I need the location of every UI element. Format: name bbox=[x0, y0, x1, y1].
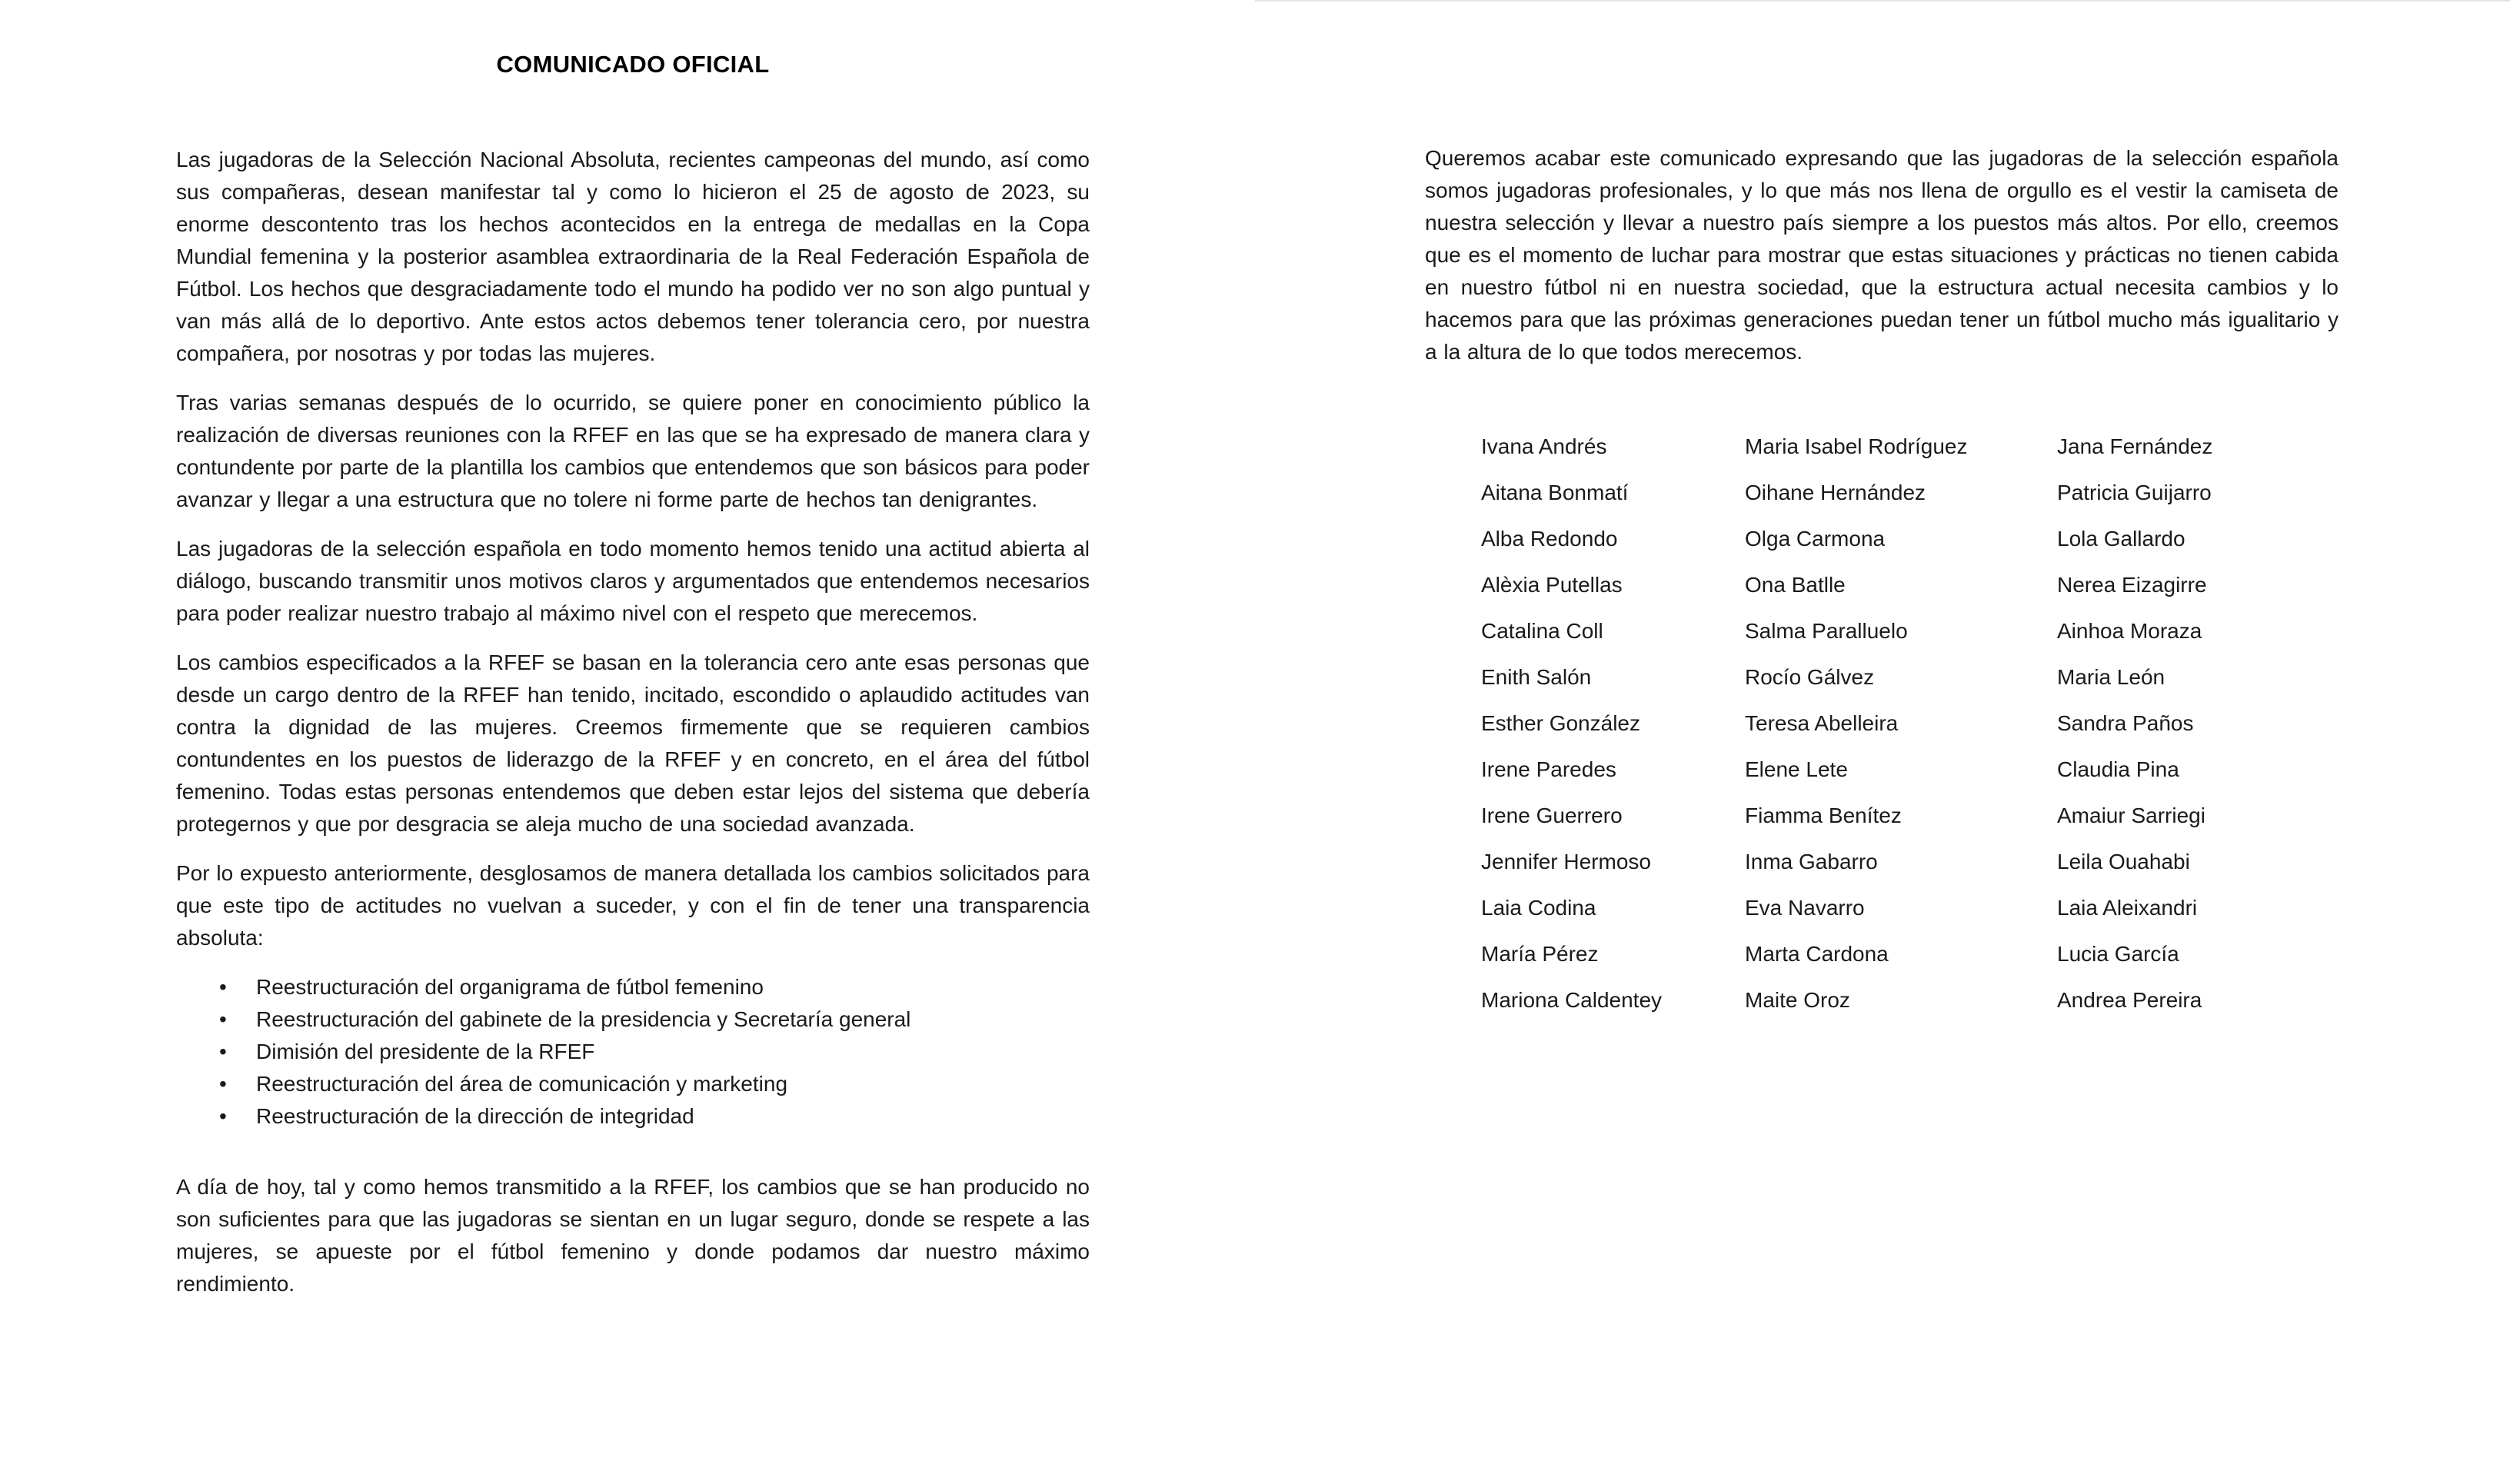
signatories-grid bbox=[1481, 424, 2339, 1023]
signatory-name: Leila Ouahabi bbox=[2057, 850, 2190, 873]
signatory-name: María Pérez bbox=[1481, 942, 1599, 966]
page-title: COMUNICADO OFICIAL bbox=[496, 51, 770, 78]
signatory-name: Oihane Hernández bbox=[1745, 481, 1926, 504]
signatory-name: Irene Paredes bbox=[1481, 757, 1616, 781]
signatory-name: Eva Navarro bbox=[1745, 896, 1865, 920]
signatory-name: Ona Batlle bbox=[1745, 573, 1846, 597]
signatory-name: Salma Paralluelo bbox=[1745, 619, 1908, 643]
signatory-name: Inma Gabarro bbox=[1745, 850, 1878, 873]
signatory-name: Lola Gallardo bbox=[2057, 527, 2185, 551]
signatory-name: Ivana Andrés bbox=[1481, 434, 1607, 458]
signatory-name: Rocío Gálvez bbox=[1745, 665, 1875, 689]
signatory-name: Sandra Paños bbox=[2057, 711, 2194, 735]
bullet-item-label: Reestructuración del organigrama de fútbol femenino bbox=[256, 975, 764, 999]
bullet-icon: • bbox=[219, 975, 227, 999]
signatory-name: Jana Fernández bbox=[2057, 434, 2213, 458]
bullet-item-label: Dimisión del presidente de la RFEF bbox=[256, 1040, 595, 1063]
signatory-name: Amaiur Sarriegi bbox=[2057, 804, 2205, 827]
signatory-name: Patricia Guijarro bbox=[2057, 481, 2212, 504]
signatory-name: Mariona Caldentey bbox=[1481, 988, 1663, 1012]
paragraph-3: Las jugadoras de la selección española en todo momento hemos tenido una actitud abierta al diálogo, buscando transmitir unos motivos claros y argumentados que entendemos necesarios para poder realizar nuestro trabajo al máximo nivel con el respeto que merecemos. bbox=[176, 537, 1090, 625]
bullet-item-label: Reestructuración del gabinete de la presidencia y Secretaría general bbox=[256, 1007, 911, 1031]
signatory-name: Nerea Eizagirre bbox=[2057, 573, 2207, 597]
bullet-icon: • bbox=[219, 1104, 227, 1128]
signatory-name: Laia Aleixandri bbox=[2057, 896, 2198, 920]
right-column bbox=[1425, 142, 2339, 1023]
signatory-name: Jennifer Hermoso bbox=[1481, 850, 1651, 873]
paragraph-5: Por lo expuesto anteriormente, desglosamos de manera detallada los cambios solicitados para que este tipo de actitudes no vuelvan a suceder, y con el fin de tener una transparencia absoluta: bbox=[176, 861, 1090, 950]
paragraph-final-statement: Queremos acabar este comunicado expresando que las jugadoras de la selección española somos jugadoras profesionales, y lo que más nos llena de orgullo es el vestir la camiseta de nuestra selección y llevar a nuestro país siempre a los puestos más altos. Por ello, creemos que es el momento de luchar para mostrar que estas situaciones y prácticas no tienen cabida en nuestro fútbol ni en nuestra sociedad, que la estructura actual necesita cambios y lo hacemos para que las próximas generaciones puedan tener un fútbol mucho más igualitario y a la altura de lo que todos merecemos. bbox=[1425, 146, 2339, 364]
signatory-name: Claudia Pina bbox=[2057, 757, 2179, 781]
signatory-name: Catalina Coll bbox=[1481, 619, 1603, 643]
left-column bbox=[176, 51, 1090, 1300]
bullet-icon: • bbox=[219, 1072, 227, 1096]
bullet-icon: • bbox=[219, 1040, 227, 1063]
signatory-name: Elene Lete bbox=[1745, 757, 1848, 781]
closing-paragraph: A día de hoy, tal y como hemos transmitido a la RFEF, los cambios que se han producido no son suficientes para que las jugadoras se sientan en un lugar seguro, donde se respete a las mujeres, se apueste por el fútbol femenino y donde podamos dar nuestro máximo rendimiento. bbox=[176, 1175, 1090, 1296]
paragraph-2: Tras varias semanas después de lo ocurrido, se quiere poner en conocimiento público la realización de diversas reuniones con la RFEF en las que se ha expresado de manera clara y contundente por parte de la plantilla los cambios que entendemos que son básicos para poder avanzar y llegar a una estructura que no tolere ni forme parte de hechos tan denigrantes. bbox=[176, 391, 1090, 511]
demands-bullet-list bbox=[176, 971, 1090, 1133]
bullet-item-label: Reestructuración del área de comunicación y marketing bbox=[256, 1072, 788, 1096]
signatory-name: Andrea Pereira bbox=[2057, 988, 2202, 1012]
signatory-name: Maria León bbox=[2057, 665, 2165, 689]
bullet-icon: • bbox=[219, 1007, 227, 1031]
signatory-name: Laia Codina bbox=[1481, 896, 1596, 920]
signatory-name: Irene Guerrero bbox=[1481, 804, 1623, 827]
bullet-item bbox=[176, 1100, 1090, 1133]
signatory-name: Enith Salón bbox=[1481, 665, 1592, 689]
paragraph-1: Las jugadoras de la Selección Nacional Absoluta, recientes campeonas del mundo, así como sus compañeras, desean manifestar tal y como lo hicieron el 25 de agosto de 2023, su enorme descontento tras los hechos acontecidos en la entrega de medallas en la Copa Mundial femenina y la posterior asamblea extraordinaria de la Real Federación Española de Fútbol. Los hechos que desgraciadamente todo el mundo ha podido ver no son algo puntual y van más allá de lo deportivo. Ante estos actos debemos tener tolerancia cero, por nuestra compañera, por nosotras y por todas las mujeres. bbox=[176, 148, 1090, 365]
bullet-item bbox=[176, 1036, 1090, 1068]
signatory-name: Lucia García bbox=[2057, 942, 2179, 966]
bullet-item bbox=[176, 1068, 1090, 1100]
signatory-name: Ainhoa Moraza bbox=[2057, 619, 2202, 643]
signatory-name: Teresa Abelleira bbox=[1745, 711, 1899, 735]
signatory-name: Alba Redondo bbox=[1481, 527, 1618, 551]
signatory-name: Marta Cardona bbox=[1745, 942, 1889, 966]
signatory-name: Maite Oroz bbox=[1745, 988, 1850, 1012]
signatory-name: Esther González bbox=[1481, 711, 1640, 735]
signatory-name: Fiamma Benítez bbox=[1745, 804, 1902, 827]
bullet-item-label: Reestructuración de la dirección de integridad bbox=[256, 1104, 694, 1128]
bullet-item bbox=[176, 971, 1090, 1003]
signatory-name: Alèxia Putellas bbox=[1481, 573, 1623, 597]
page-edge-divider bbox=[1255, 0, 2510, 2]
bullet-item bbox=[176, 1003, 1090, 1036]
signatory-name: Aitana Bonmatí bbox=[1481, 481, 1629, 504]
signatory-name: Maria Isabel Rodríguez bbox=[1745, 434, 1968, 458]
paragraph-4: Los cambios especificados a la RFEF se basan en la tolerancia cero ante esas personas que desde un cargo dentro de la RFEF han tenido, incitado, escondido o aplaudido actitudes van contra la dignidad de las mujeres. Creemos firmemente que se requieren cambios contundentes en los puestos de liderazgo de la RFEF y en concreto, en el área del fútbol femenino. Todas estas personas entendemos que deben estar lejos del sistema que debería protegernos y que por desgracia se aleja mucho de una sociedad avanzada. bbox=[176, 650, 1090, 836]
signatory-name: Olga Carmona bbox=[1745, 527, 1886, 551]
